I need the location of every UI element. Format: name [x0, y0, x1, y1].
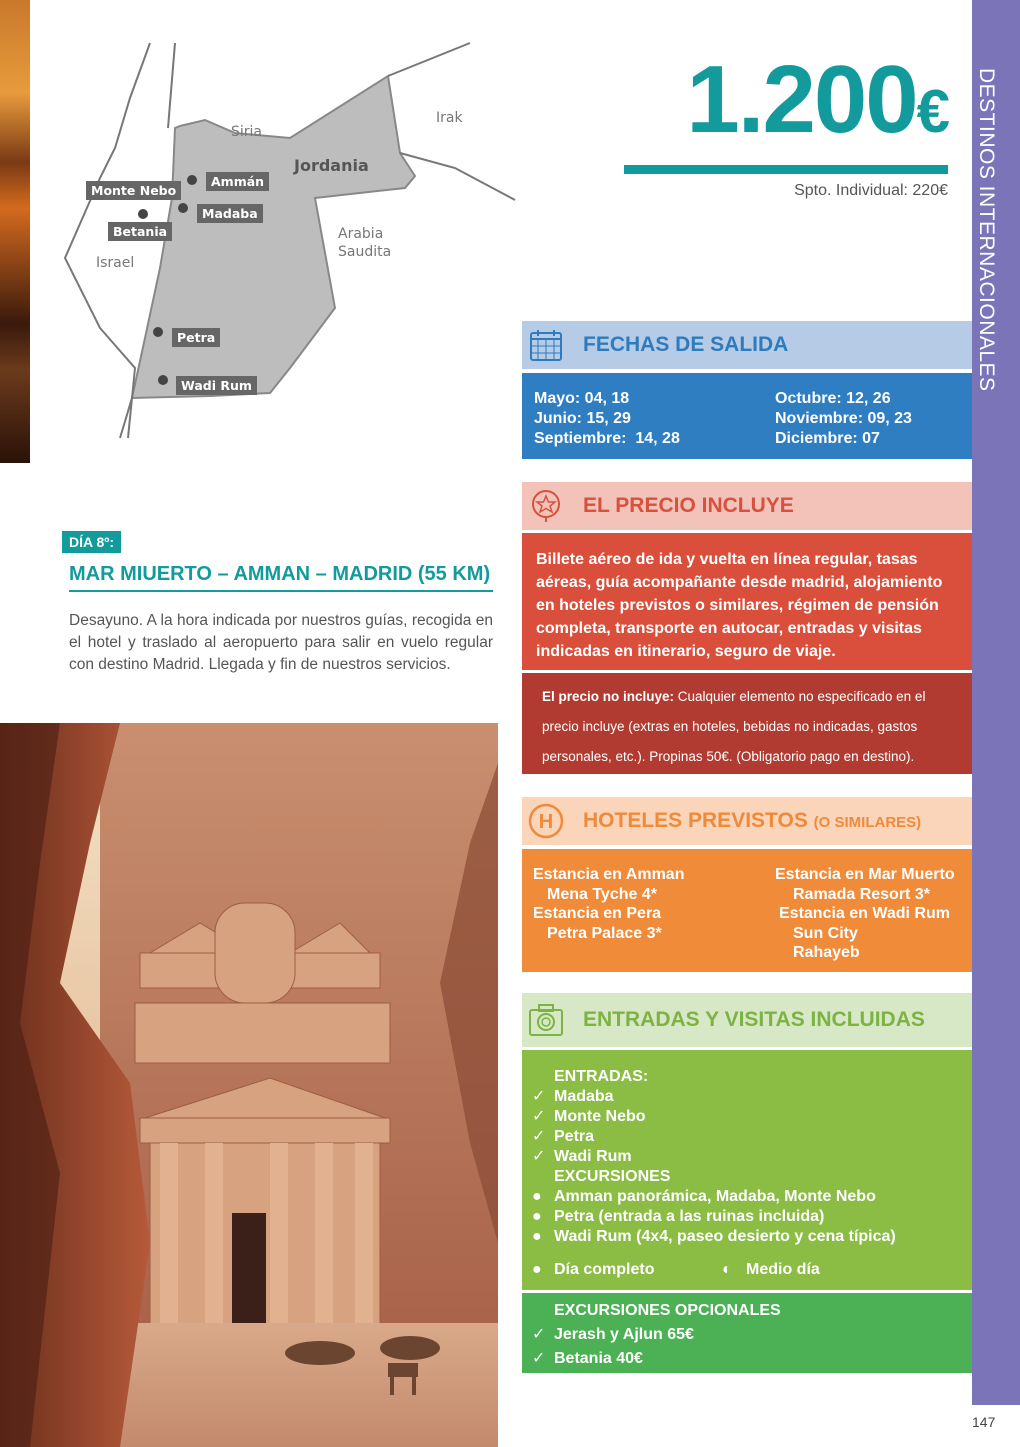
hoteles-title	[583, 809, 921, 833]
no-incluye-body	[522, 673, 972, 774]
list-item	[532, 1147, 962, 1167]
jordan-map	[60, 38, 520, 448]
city-dot-amman	[187, 175, 197, 185]
map-label-jordania: Jordania	[294, 156, 369, 175]
map-label-saudita: Saudita	[338, 244, 392, 260]
fechas-header	[522, 321, 972, 369]
petra-treasury-photo	[0, 723, 498, 1447]
price	[686, 46, 948, 153]
entradas-title: ENTRADAS Y VISITAS INCLUIDAS	[583, 1008, 925, 1031]
map-label-israel: Israel	[96, 255, 135, 271]
list-item	[532, 1127, 962, 1147]
check-icon: ✓	[532, 1350, 546, 1367]
fecha-item: Junio: 15, 29	[534, 410, 631, 427]
price-amount: 1.200	[686, 46, 917, 153]
no-incluye-text: Cualquier elemento no especificado en el precio incluye (extras en hoteles, bebidas no indicadas, gastos personales, etc.). Propinas 50€. (Obligatorio pago en destino).	[542, 689, 926, 764]
full-day-bullet-icon: ●	[532, 1228, 542, 1245]
edge-photo-strip	[0, 0, 30, 463]
check-icon: ✓	[532, 1128, 546, 1145]
entradas-header	[522, 993, 972, 1047]
map-label-irak: Irak	[436, 110, 463, 126]
hoteles-header	[522, 797, 972, 845]
hotel-stay: Estancia en Wadi Rum	[779, 905, 950, 922]
city-tag-monte-nebo: Monte Nebo	[86, 181, 181, 200]
check-icon: ✓	[532, 1148, 546, 1165]
city-tag-madaba: Madaba	[197, 204, 263, 223]
hotel-name: Rahayeb	[793, 944, 860, 961]
svg-text:H: H	[538, 811, 554, 833]
full-day-bullet-icon: ●	[532, 1261, 542, 1278]
list-item	[532, 1087, 962, 1107]
fecha-item: Octubre: 12, 26	[775, 390, 891, 407]
legend	[532, 1260, 820, 1280]
hoteles-col-2	[775, 865, 955, 963]
opcionales-body	[522, 1293, 972, 1373]
fecha-item: Mayo: 04, 18	[534, 390, 630, 407]
opcional-item: Jerash y Ajlun 65€	[554, 1326, 694, 1343]
hotel-name: Mena Tyche 4*	[547, 885, 657, 903]
city-tag-wadi-rum: Wadi Rum	[176, 376, 257, 395]
full-day-bullet-icon: ●	[532, 1188, 542, 1205]
hoteles-title-text: HOTELES PREVISTOS	[583, 809, 808, 832]
excursion-item: Wadi Rum (4x4, paseo desierto y cena típica)	[554, 1228, 896, 1245]
calendar-icon	[528, 327, 564, 363]
half-day-icon: ◐	[722, 1261, 732, 1278]
check-icon: ✓	[532, 1326, 546, 1343]
map-label-siria: Siria	[231, 124, 263, 140]
excursiones-label: EXCURSIONES	[554, 1168, 671, 1185]
day-title: MAR MIUERTO – AMMAN – MADRID (55 KM)	[69, 563, 493, 592]
hoteles-col-1	[533, 865, 684, 943]
entrada-item: Madaba	[554, 1088, 614, 1105]
hotel-stay: Estancia en Amman	[533, 866, 685, 883]
check-icon: ✓	[532, 1108, 546, 1125]
city-dot-petra	[153, 327, 163, 337]
camera-icon	[528, 1002, 564, 1038]
entrada-item: Petra	[554, 1128, 595, 1145]
page-number: 147	[972, 1414, 996, 1430]
side-section-label: DESTINOS INTERNACIONALES	[975, 68, 998, 392]
entrada-item: Monte Nebo	[554, 1108, 646, 1125]
fecha-item: Septiembre: 14, 28	[534, 430, 680, 447]
hotel-name: Sun City	[793, 924, 858, 942]
map-outline	[60, 38, 520, 448]
city-tag-betania: Betania	[108, 222, 172, 241]
incluye-title: EL PRECIO INCLUYE	[583, 494, 794, 517]
excursion-item: Petra (entrada a las ruinas incluida)	[554, 1208, 825, 1225]
incluye-body: Billete aéreo de ida y vuelta en línea regular, tasas aéreas, guía acompañante desde madrid, alojamiento en hoteles previstos o similares, régimen de pensión completa, transporte en autocar, entradas y visitas indicadas en itinerario, seguro de viaje.	[522, 533, 972, 670]
hotel-stay: Estancia en Mar Muerto	[775, 866, 955, 883]
city-tag-amman: Ammán	[206, 172, 269, 191]
price-currency: €	[916, 78, 948, 145]
list-item	[532, 1187, 962, 1207]
list-item	[532, 1323, 962, 1347]
hotel-stay: Estancia en Pera	[533, 905, 662, 922]
opcionales-label: EXCURSIONES OPCIONALES	[554, 1302, 781, 1319]
city-dot-wadi-rum	[158, 375, 168, 385]
fechas-col-1	[534, 389, 680, 447]
day-badge: DÍA 8º:	[62, 531, 121, 553]
city-dot-monte-nebo	[178, 203, 188, 213]
day-description: Desayuno. A la hora indicada por nuestros guías, recogida en el hotel y traslado al aeropuerto para salir en vuelo regular con destino Madrid. Llegada y fin de nuestros servicios.	[69, 612, 493, 673]
list-item	[532, 1347, 962, 1371]
entradas-body	[522, 1050, 972, 1290]
full-day-bullet-icon: ●	[532, 1208, 542, 1225]
legend-full-day: Día completo	[554, 1261, 655, 1278]
fechas-body	[522, 373, 972, 459]
city-tag-petra: Petra	[172, 328, 220, 347]
hotel-icon	[528, 803, 564, 839]
legend-half-day: Medio día	[746, 1261, 820, 1278]
list-item	[532, 1107, 962, 1127]
single-supplement: Spto. Individual: 220€	[794, 182, 948, 199]
excursion-item: Amman panorámica, Madaba, Monte Nebo	[554, 1188, 876, 1205]
star-badge-icon	[528, 488, 564, 524]
fecha-item: Noviembre: 09, 23	[775, 410, 912, 427]
entrada-item: Wadi Rum	[554, 1148, 632, 1165]
fecha-item: Diciembre: 07	[775, 430, 880, 447]
entradas-label: ENTRADAS:	[554, 1068, 649, 1085]
check-icon: ✓	[532, 1088, 546, 1105]
city-dot-betania	[138, 209, 148, 219]
hoteles-subtitle: (O SIMILARES)	[813, 814, 922, 831]
fechas-title: FECHAS DE SALIDA	[583, 333, 789, 356]
price-underline	[624, 165, 948, 174]
list-item	[532, 1227, 962, 1247]
no-incluye-label: El precio no incluye:	[542, 689, 675, 704]
incluye-header	[522, 482, 972, 530]
fechas-col-2	[775, 389, 912, 449]
hotel-name: Petra Palace 3*	[547, 924, 662, 942]
hotel-name: Ramada Resort 3*	[793, 885, 930, 903]
hoteles-body	[522, 849, 972, 972]
list-item	[532, 1207, 962, 1227]
map-label-arabia: Arabia	[338, 226, 384, 242]
opcional-item: Betania 40€	[554, 1350, 643, 1367]
